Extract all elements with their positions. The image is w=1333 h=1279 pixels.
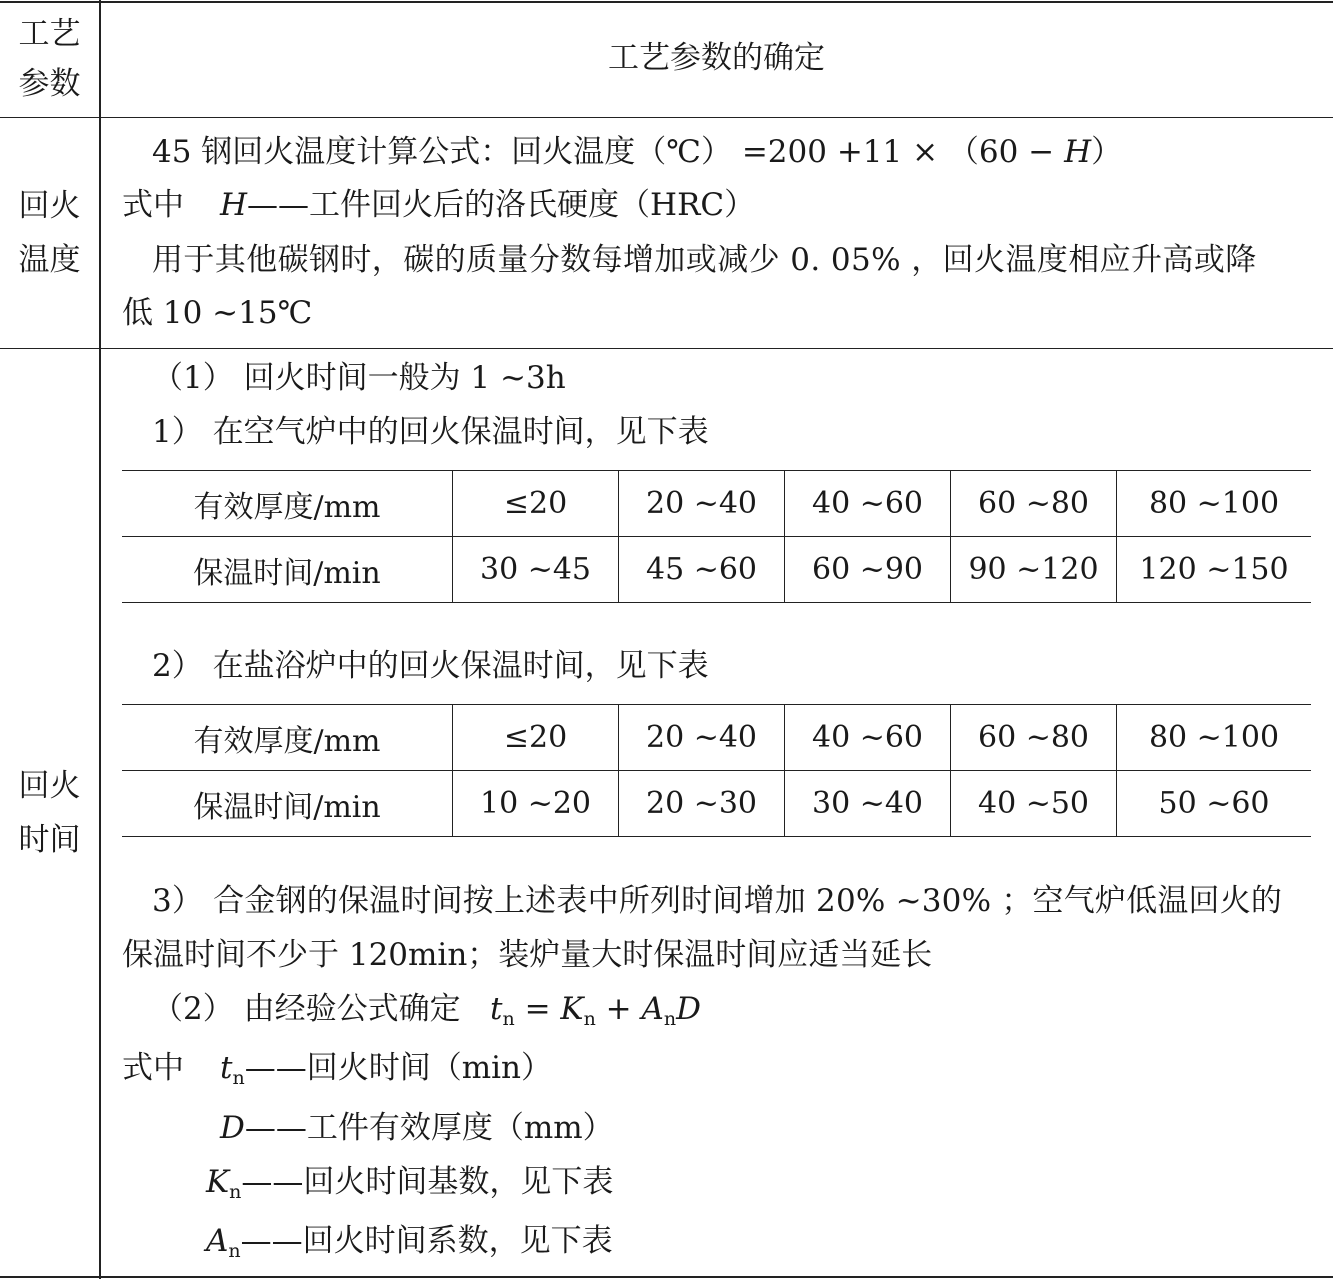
page-title: 工艺参数的确定 bbox=[608, 40, 825, 76]
def-d bbox=[220, 1108, 614, 1148]
table-cell: ≤20 bbox=[453, 705, 619, 771]
table-row bbox=[122, 537, 1311, 603]
table-cell: 40 ~60 bbox=[785, 471, 951, 537]
def-kn bbox=[206, 1162, 613, 1212]
table-cell: 20 ~30 bbox=[619, 771, 785, 837]
table-cell: 保温时间/min bbox=[122, 537, 453, 603]
param-col-header-1: 工艺 bbox=[18, 16, 81, 52]
def-an bbox=[206, 1221, 613, 1271]
time-item1: （1） 回火时间一般为 1 ~3h bbox=[152, 360, 566, 396]
time-sub3-line1: 3） 合金钢的保温时间按上述表中所列时间增加 20% ~30% ；空气炉低温回火的 bbox=[152, 883, 1283, 919]
table-cell: 20 ~40 bbox=[619, 705, 785, 771]
table-cell: ≤20 bbox=[453, 471, 619, 537]
def-sub: n bbox=[229, 1181, 242, 1203]
table-cell: 50 ~60 bbox=[1117, 771, 1312, 837]
temp-formula-var: H bbox=[1064, 134, 1092, 170]
table-cell: 10 ~20 bbox=[453, 771, 619, 837]
def-text: ——回火时间（min） bbox=[244, 1050, 552, 1086]
top-border bbox=[0, 1, 1333, 3]
table-cell: 45 ~60 bbox=[619, 537, 785, 603]
def-var: D bbox=[220, 1110, 245, 1146]
salt-bath-table bbox=[122, 704, 1311, 837]
table-row bbox=[122, 471, 1311, 537]
table-cell: 有效厚度/mm bbox=[122, 471, 453, 537]
time-sub2: 2） 在盐浴炉中的回火保温时间，见下表 bbox=[152, 648, 709, 684]
temp-label-1: 回火 bbox=[18, 188, 81, 224]
time-item2: （2） 由经验公式确定 bbox=[152, 991, 461, 1027]
column-divider bbox=[99, 0, 101, 1279]
time-sub1: 1） 在空气炉中的回火保温时间，见下表 bbox=[152, 414, 709, 450]
bottom-border bbox=[0, 1276, 1333, 1278]
temp-note-line2: 低 10 ~15℃ bbox=[122, 295, 313, 331]
table-row bbox=[122, 771, 1311, 837]
def-text: ——回火时间系数，见下表 bbox=[240, 1223, 613, 1259]
time-formula: $t_n = K_n + A_nD$ bbox=[490, 991, 701, 1030]
temp-where-text: ——工件回火后的洛氏硬度（HRC） bbox=[247, 187, 756, 223]
temp-formula bbox=[152, 132, 1122, 172]
row-divider bbox=[0, 348, 1333, 349]
def-text: ——工件有效厚度（mm） bbox=[244, 1110, 614, 1146]
header-divider bbox=[0, 117, 1333, 118]
temp-formula-post: ） bbox=[1091, 134, 1123, 170]
table-cell: 30 ~45 bbox=[453, 537, 619, 603]
table-cell: 有效厚度/mm bbox=[122, 705, 453, 771]
air-furnace-table bbox=[122, 470, 1311, 603]
table-cell: 120 ~150 bbox=[1117, 537, 1312, 603]
table-cell: 30 ~40 bbox=[785, 771, 951, 837]
def-var: K bbox=[206, 1164, 230, 1200]
table-cell: 60 ~80 bbox=[951, 471, 1117, 537]
time-where-prefix: 式中 bbox=[122, 1050, 184, 1086]
table-cell: 80 ~100 bbox=[1117, 471, 1312, 537]
table-cell: 60 ~90 bbox=[785, 537, 951, 603]
temp-formula-pre: 45 钢回火温度计算公式：回火温度（℃） =200 +11 × （60 − bbox=[152, 134, 1065, 170]
table-cell: 20 ~40 bbox=[619, 471, 785, 537]
def-sub: n bbox=[228, 1240, 241, 1262]
def-var: t bbox=[220, 1050, 233, 1086]
table-cell: 60 ~80 bbox=[951, 705, 1117, 771]
time-label-2: 时间 bbox=[18, 822, 81, 858]
temp-where-prefix: 式中 bbox=[122, 187, 184, 223]
def-var: A bbox=[206, 1223, 229, 1259]
table-cell: 40 ~60 bbox=[785, 705, 951, 771]
table-cell: 保温时间/min bbox=[122, 771, 453, 837]
temp-where-def bbox=[220, 185, 755, 225]
param-col-header-2: 参数 bbox=[18, 66, 81, 102]
def-sub: n bbox=[232, 1067, 245, 1089]
table-cell: 90 ~120 bbox=[951, 537, 1117, 603]
temp-note-line1: 用于其他碳钢时，碳的质量分数每增加或减少 0. 05% ，回火温度相应升高或降 bbox=[152, 242, 1257, 278]
table-cell: 40 ~50 bbox=[951, 771, 1117, 837]
def-text: ——回火时间基数，见下表 bbox=[241, 1164, 614, 1200]
table-cell: 80 ~100 bbox=[1117, 705, 1312, 771]
table-row bbox=[122, 705, 1311, 771]
temp-label-2: 温度 bbox=[18, 242, 81, 278]
temp-where-var: H bbox=[220, 187, 248, 223]
def-tn bbox=[220, 1048, 552, 1098]
time-label-1: 回火 bbox=[18, 768, 81, 804]
time-sub3-line2: 保温时间不少于 120min；装炉量大时保温时间应适当延长 bbox=[122, 937, 933, 973]
